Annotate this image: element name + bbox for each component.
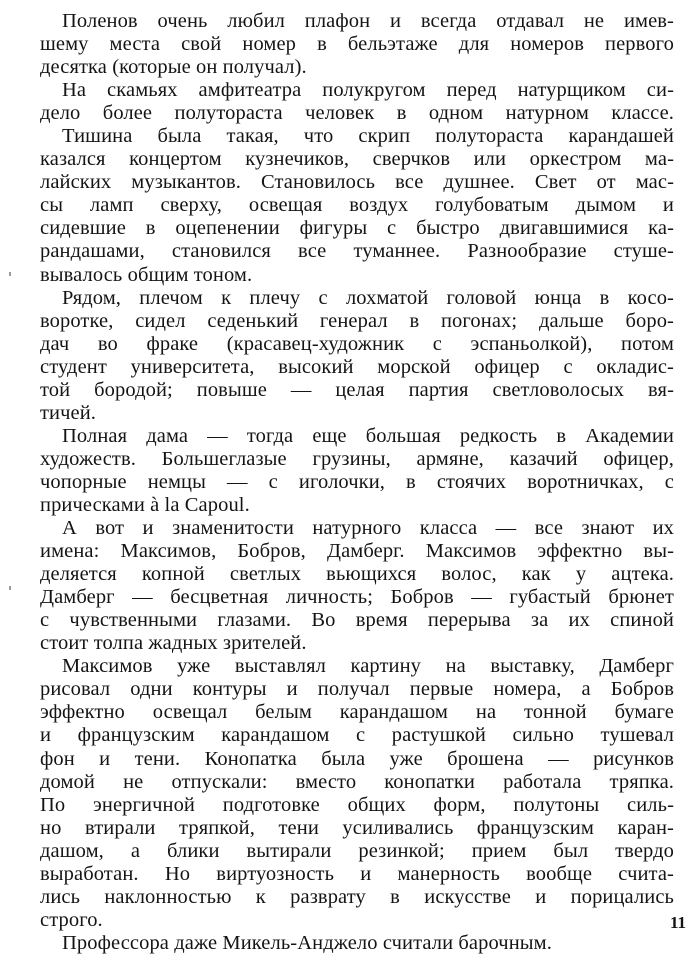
text-line: выработан. Но виртуозность и манерность вообще счита- (40, 862, 674, 885)
text-line: рисовал одни контуры и получал первые номера, а Бобров (40, 678, 674, 701)
text-line: Поленов очень любил плафон и всегда отдавал не имев- (62, 10, 674, 32)
text-line: дело более полутораста человек в одном натурном классе. (40, 102, 674, 125)
text-line: домой не отпускали: вместо конопатки работала тряпка. (40, 770, 674, 793)
paragraph-5 (40, 425, 674, 517)
text-line: фон и тени. Конопатка была уже брошена — рисунков (40, 747, 674, 770)
paragraph-3 (40, 125, 674, 286)
text-line: с чувственными глазами. Во время перерыва за их спиной (40, 609, 674, 632)
text-line: воротке, сидел седенький генерал в погонах; дальше боро- (40, 309, 674, 332)
text-line: чопорные немцы — с иголочки, в стоячих воротничках, с (40, 470, 674, 493)
paragraph-7 (40, 655, 674, 932)
paragraph-8 (40, 932, 674, 955)
text-line: сы ламп сверху, освещая воздух голубоватым дымом и (40, 194, 674, 217)
text-line: А вот и знаменитости натурного класса — все знают их (62, 517, 674, 540)
text-line: лайских музыкантов. Становилось все душнее. Свет от мас- (40, 171, 674, 194)
text-line: деляется копной светлых вьющихся волос, как у ацтека. (40, 563, 674, 586)
text-line: рандашами, становился все туманнее. Разнообразие стуше- (40, 240, 674, 263)
text-line: прическами à la Capoul. (40, 493, 250, 516)
paragraph-6 (40, 517, 674, 655)
paragraph-1 (40, 10, 674, 79)
text-line: Профессора даже Микель-Анджело считали барочным. (62, 931, 552, 954)
text-line: стоит толпа жадных зрителей. (40, 632, 307, 655)
text-line: и французским карандашом с растушкой сильно тушевал (40, 724, 674, 747)
text-line: дач во фраке (красавец-художник с эспаньолкой), потом (40, 332, 674, 355)
page-number: 11 (669, 913, 686, 932)
text-line: сидевшие в оцепенении фигуры с быстро двигавшимися ка- (40, 217, 674, 240)
text-line: По энергичной подготовке общих форм, полутоны силь- (40, 793, 674, 816)
text-line: студент университета, высокий морской офицер с окладис- (40, 355, 674, 378)
text-line: Полная дама — тогда еще большая редкость в Академии (62, 424, 674, 447)
text-line: строго. (40, 908, 103, 931)
text-line: лись наклонностью к разврату в искусстве и порицались (40, 885, 674, 908)
margin-speck (9, 586, 11, 590)
text-line: Дамберг — бесцветная личность; Бобров — губастый брюнет (40, 586, 674, 609)
text-line: Рядом, плечом к плечу с лохматой головой юнца в косо- (62, 286, 674, 309)
text-line: той бородой; повыше — целая партия светловолосых вя- (40, 378, 674, 401)
margin-speck (9, 272, 11, 276)
text-line: эффектно освещал белым карандашом на тонной бумаге (40, 701, 674, 724)
text-line: десятка (которые он получал). (40, 56, 307, 79)
text-line: но втирали тряпкой, тени усиливались французским каран- (40, 816, 674, 839)
text-line: дашом, а блики вытирали резинкой; прием был твердо (40, 839, 674, 862)
text-line: шему места свой номер в бельэтаже для номеров первого (40, 33, 674, 56)
text-line: казался концертом кузнечиков, сверчков или оркестром ма- (40, 148, 674, 171)
paragraph-4 (40, 287, 674, 425)
text-line: художеств. Большеглазые грузины, армяне, казачий офицер, (40, 447, 674, 470)
text-line: На скамьях амфитеатра полукругом перед натурщиком си- (62, 79, 674, 102)
text-line: вывалось общим тоном. (40, 263, 253, 286)
body-text (40, 10, 674, 955)
text-line: Тишина была такая, что скрип полутораста карандашей (62, 125, 674, 148)
text-line: тичей. (40, 401, 97, 424)
text-line: имена: Максимов, Бобров, Дамберг. Максимов эффектно вы- (40, 540, 674, 563)
text-line: Максимов уже выставлял картину на выставку, Дамберг (62, 655, 674, 678)
paragraph-2 (40, 79, 674, 125)
